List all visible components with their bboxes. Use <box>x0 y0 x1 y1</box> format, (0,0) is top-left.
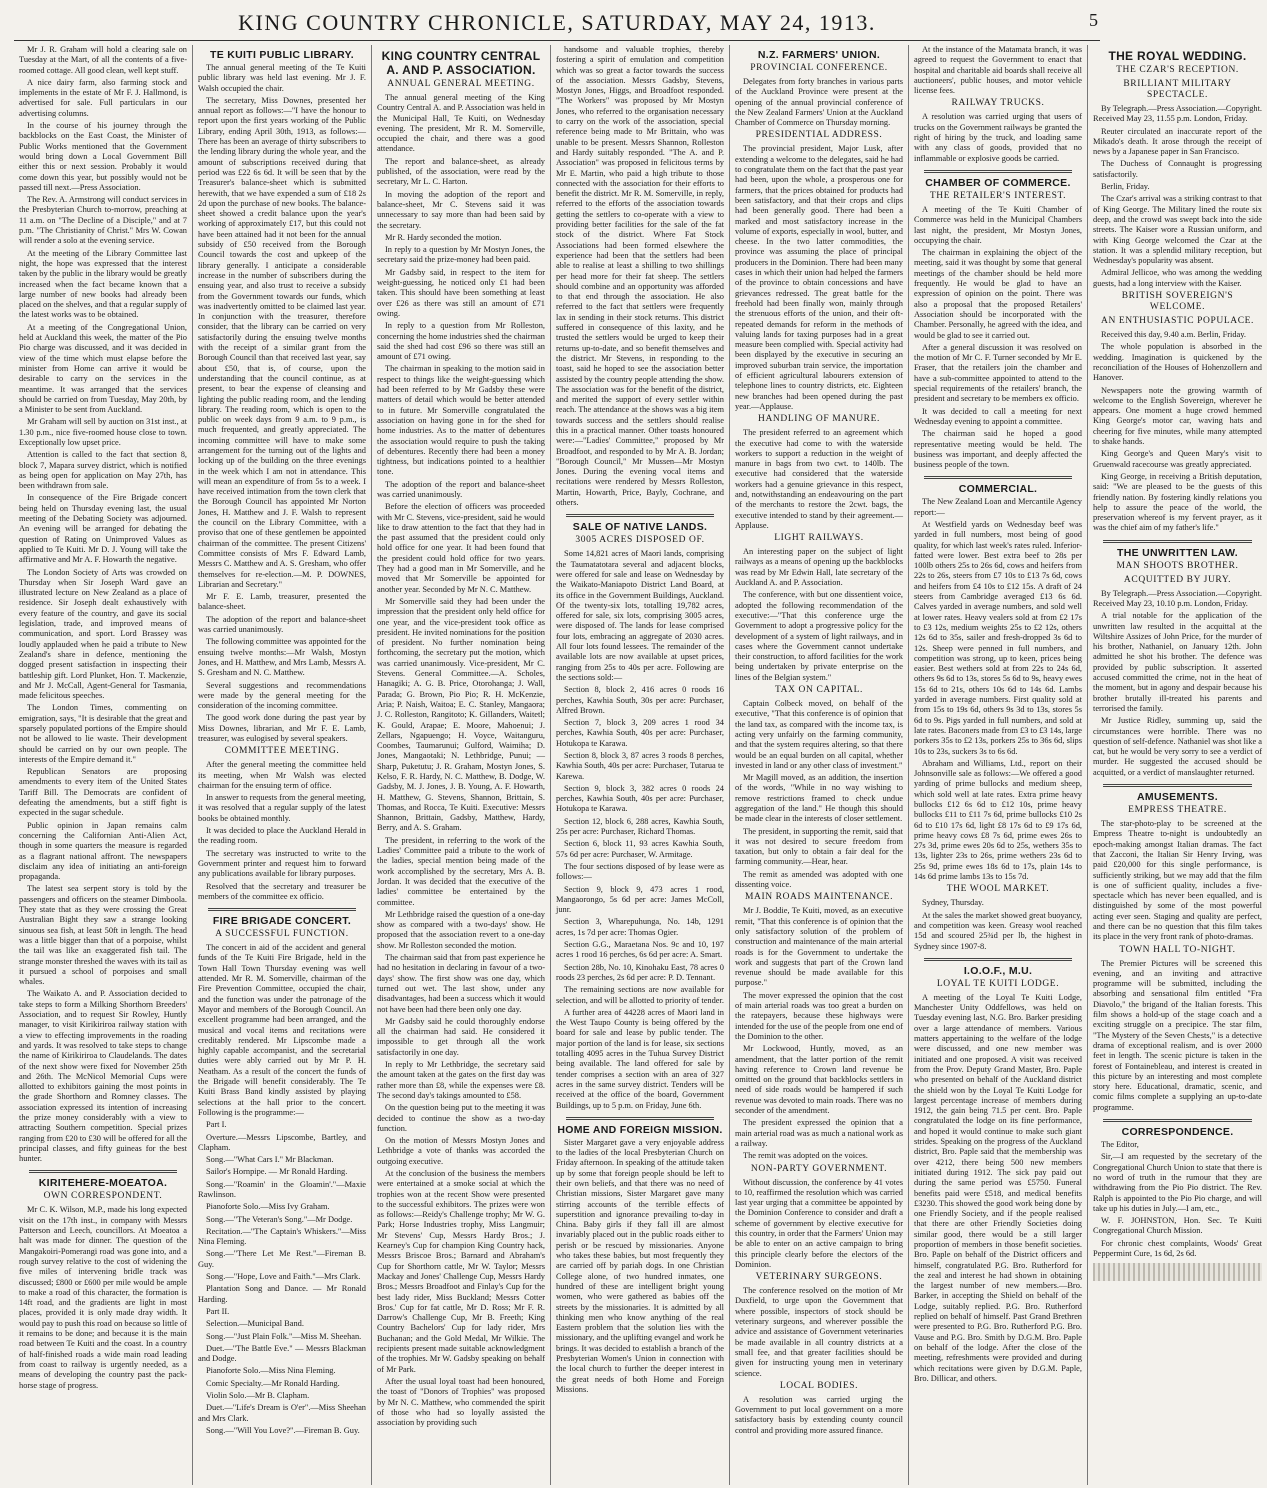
paragraph: Section G.G., Maraetana Nos. 9c and 10, 197 acres 1 rood 16 perches, 6s 6d per acre: A. Smart. <box>556 940 724 960</box>
paragraph: The Duchess of Connaught is progressing satisfactorily. <box>1093 159 1262 179</box>
matamata-paras <box>914 45 1082 96</box>
paragraph: King George, in receiving a British deputation, said: "We are pleased to be the guests of this friendly nation. By fostering kindly relations you help to assure the peace of the world, the preservation whereof is my fervent prayer, as it was the chief aim of my father's life." <box>1093 471 1262 533</box>
paragraph: In reply to a question by Mr Mostyn Jones, the secretary said the prize-money had been paid. <box>377 245 545 265</box>
divider <box>566 1117 714 1120</box>
paragraph: Section 7, block 3, 209 acres 1 rood 34 perches, Kawhia South, 40s per acre: Purchaser, Hotukopa te Karawa. <box>556 718 724 748</box>
paragraph: At the sales the market showed great buoyancy, and competition was keen. Greasy wool reached 15d and scoured 25¾d per lb, the highest in Sydney since 1907-8. <box>914 910 1082 951</box>
paragraph: Song.—"Roamin' in the Gloamin'."—Maxie Rawlinson. <box>198 1179 366 1199</box>
non-party-paras <box>735 1178 903 1271</box>
paragraph: The secretary, Miss Downes, presented her annual report as follows:—"I have the honour to report upon the first years working of the Public Library, ending April 30th, 1913, as follows:—There has been an average of thirty subscribers to the lending library during the whole year, and the amount of subscriptions received during that period was £22 6s 6d. It will be seen that by the Treasurer's balance-sheet which is submitted herewith, that we have expended a sum of £18 2s 2d upon the purchase of new books. The balance-sheet showed a credit balance upon the year's working of approximately £17, but this could not have been attained had it not been for the annual subsidy of £50 received from the Borough Council towards the cost and upkeep of the library generally. I anticipate a considerable increase in the number of subscribers during the ensuing year, and also trust to receive a subsidy from the Government towards our funds, which was inadvertently omitted to be claimed last year. In conjunction with the treasurer, therefore consider, that the library can be carried on very satisfactorily during the ensuing twelve months with the receipt of a similar grant from the Borough Council than that received last year, say about £50, that is, of course, upon the understanding that the council continue, as at present, to bear the expense of cleansing and lighting the public reading room, and the lending library. The reading room, which is open to the public on week days from 9 a.m. to 9 p.m., is much frequented, and greatly appreciated. The incoming committee will have to make some arrangement for the turning out of the lights and locking up of the building on the three evenings in the week which I am not in attendance. This will mean an expenditure of from 5s to a week. I have received intimation from the town clerk that the Borough Council has appointed Mr Norton Jones, H. Matthew and J. F. Walsh to represent the council on the Library Committee, with a proviso that one of these gentlemen be appointed chairman of the committee. The present Citizens' Committee consists of Mrs F. Edward Lamb, Messrs C. Matthew and A. S. Gresham, who offer themselves for re-election.—M. P. DOWNES, Librarian and Secretary." <box>198 95 366 589</box>
paragraph: The adoption of the report and balance-sheet was carried unanimously. <box>377 479 545 499</box>
paragraph: Violin Solo.—Mr B. Clapham. <box>206 1391 310 1401</box>
farmers-union-headline: N.Z. FARMERS' UNION. <box>757 49 881 61</box>
association-paras <box>377 93 545 1428</box>
divider <box>1103 1119 1252 1122</box>
paragraph: The provincial president, Major Lusk, after extending a welcome to the delegates, said he had to congratulate them on the fact that the past year had been, upon the whole, a prosperous one for farmers, that the prices obtained for products had been satisfactory, and that their crops and clips had been generally good. There had been a marked and most satisfactory increase in the volume of exports, especially in wool, butter, and cheese. In the two latter commodities, the province was assuming the place of principal producers in the Dominion. There had been many cases in which their union had helped the farmers of the province to obtain concessions and have grievances redressed. The great battle for the freehold had been finally won, mainly through the strenuous efforts of the union, and their oft-repeated demands for reform in the methods of valuing lands for taxing purposes had in a great measure been complied with. Special activity had been displayed by the executive in securing an improved suburban train service, the importation of efficient agricultural labourers extension of telephone lines to country districts, etc. Eighteen new branches had been opened during the past year.—Applause. <box>735 144 903 411</box>
paragraph: Mr Magill moved, as an addition, the insertion of the words, "While in no way wishing to remove restrictions framed to check undue aggregation of the land." He though this should be made clear in the interests of closer settlement. <box>735 773 903 824</box>
paragraph: A meeting of the Loyal Te Kuiti Lodge, Manchester Unity Oddfellows, was held on Tuesday evening last, N.G. Bro. Barker presiding over a large attendance of members. Various matters appertaining to the welfare of the lodge were discussed, and one new member was initiated and one proposed. A visit was received from the Prov. Deputy Grand Master, Bro. Paple who presented on behalf of the Auckland district the shield won by the Loyal Te Kuiti Lodge for largest percentage increase of members during 1912, the gain being 71.5 per cent. Bro. Paple congratulated the lodge on its fine performance, and hoped it would continue to make such giant strides. Speaking on the progress of the Auckland district, Bro. Paple said that the membership was over 4212, there being 500 new members initiated during 1912. The sick pay paid out during the same period was £5750. Funeral benefits paid were £518, and medical benefits £3230. This showed the good work being done by one Friendly Society, and if the people realised that there are other Friendly Societies doing similar good, there would be a still larger proportion of members in those benefit societies. Bro. Paple on behalf of the District officers and himself, congratulated P.G. Bro. Rutherford for the zeal and interest he had shown in obtaining the largest number of new members.—Bro. Barker, in accepting the Shield on behalf of the Lodge, suitably replied. P.G. Bro. Rutherford replied on behalf of himself. Past Grand Brethren were presented to P.G. Bro. Rutherford P.G. Bro. Vause and P.G. Bro. Smith by D.G.M. Bro. Paple on behalf of the lodge. After the close of the meeting, refreshments were provided and during which recitations were given by D.G.M. Paple, Bro. Dillicar, and others. <box>914 992 1082 1383</box>
paragraph: Part I. <box>206 1120 227 1130</box>
native-lands-subheading: 3005 ACRES DISPOSED OF. <box>575 535 705 546</box>
veterinary-paras <box>735 1286 903 1379</box>
paragraph: On the question being put to the meeting it was decided to continue the show as a two-day function. <box>377 1103 545 1133</box>
sovereign-subheading: BRITISH SOVEREIGN'S WELCOME. <box>1121 291 1234 313</box>
paragraph: By Telegraph.—Press Association.—Copyright. Received May 23, 11.55 p.m. London, Friday. <box>1093 104 1262 124</box>
unwritten-law-paras <box>1093 589 1262 778</box>
paragraph: Mr Gadsby said he could thoroughly endorse all the chairman had said. He considered it impossible to get through all the work satisfactorily in one day. <box>377 1016 545 1057</box>
masthead <box>14 6 1100 41</box>
paragraph: Delegates from forty branches in various parts of the Auckland Province were present at the opening of the annual provincial conference of the New Zealand Farmers' Union at the Auckland Chamber of Commerce on Thursday morning. <box>735 77 903 128</box>
native-lands-headline: SALE OF NATIVE LANDS. <box>572 521 708 534</box>
paragraph: Mr J. R. Graham will hold a clearing sale on Tuesday at the Mart, of all the contents of a five-roomed cottage. All good clean, well kept stuff. <box>19 45 187 75</box>
fire-brigade-headline: FIRE BRIGADE CONCERT. <box>212 915 352 928</box>
paragraph: After a general discussion it was resolved on the motion of Mr C. F. Turner seconded by Mr E. Fraser, that the retailers join the chamber and have a sub-committee appointed to attend to the special requirements of the retailers' branch, the president and secretary to be members ex officio. <box>914 342 1082 404</box>
column-4 <box>551 45 730 1485</box>
paragraph: A nice dairy farm, also farming stock and implements in the estate of Mr F. J. Hallmond, is advertised for sale. Full particulars in our advertising columns. <box>19 77 187 118</box>
correspondence-headline: CORRESPONDENCE. <box>1121 1126 1234 1139</box>
local-bodies-paras <box>735 1395 903 1436</box>
royal-wedding-paras <box>1093 104 1262 289</box>
paragraph: In reply to Mr Lethbridge, the secretary said the amount taken at the gates on the first day was rather more than £8, while the expenses were £8. The second day's takings amounted to £58. <box>377 1060 545 1100</box>
trucks-subheading: RAILWAY TRUCKS. <box>951 98 1045 109</box>
paragraph: The mover expressed the opinion that the cost of main arterial roads was too great a burden on the ratepayers, because these highways were intended for the use of the people from one end of the Dominion to the other. <box>735 990 903 1041</box>
paragraph: In moving the adoption of the report and balance-sheet, Mr C. Stevens said it was unnecessary to say more than had been said by the secretary. <box>377 189 545 230</box>
paragraph: Section 9, block 9, 473 acres 1 rood, Mangaorongo, 5s 6d per acre: James McColl, junr. <box>556 884 724 915</box>
paragraph: Section 12, block 6, 288 acres, Kawhia South, 25s per acre: Purchaser, Richard Thomas. <box>556 816 724 837</box>
paragraph: Attention is called to the fact that section 8, block 7, Mapara survey district, which is notified as being open for application on May 27th, has been withdrawn from sale. <box>19 450 187 491</box>
fire-brigade-subheading: A SUCCESSFUL FUNCTION. <box>215 929 349 940</box>
paragraph: The president, in supporting the remit, said that it was not desired to secure freedom from taxation, but only to obtain a fair deal for the farming community.—Hear, hear. <box>735 826 903 867</box>
empress-paras <box>1093 819 1262 943</box>
paragraph: Sailor's Hornpipe. — Mr Ronald Harding. <box>206 1167 348 1177</box>
paragraph: Several suggestions and recommendations were made by the general meeting for the consideration of the incoming committee. <box>198 680 366 711</box>
divider <box>924 958 1072 961</box>
non-party-subheading: NON-PARTY GOVERNMENT. <box>750 1163 888 1174</box>
tax-subheading: TAX ON CAPITAL. <box>775 685 863 696</box>
paragraph: By Telegraph.—Press Association.—Copyright. Received May 23, 10.10 p.m. London, Friday. <box>1093 588 1262 608</box>
paragraph: The good work done during the past year by Miss Downes, librarian, and Mr F. E. Lamb, treasurer, was eulogised by several speakers. <box>198 713 366 743</box>
paragraph: The London Society of Arts was crowded on Thursday when Sir Joseph Ward gave an illustrated lecture on New Zealand as a place of residence. Sir Joseph dealt exhaustively with every feature of the country, and gave its social legislation, trade, and improved means of communication, and sport. Lord Brassey was loudly applauded when he paid a tribute to New Zealand's share in defence, mentioning the dogged present satisfaction in inspecting their battleship gift. Lord Plunket, Hon. T. Mackenzie, and Mr J. McCall, Agent-General for Tasmania, made felicitous speeches. <box>19 567 187 701</box>
divider <box>924 170 1072 173</box>
sovereign-paras <box>1093 330 1262 534</box>
paragraph: Some 14,821 acres of Maori lands, comprising the Taumatatotara several and adjacent blocks, were offered for sale and lease on Wednesday by the Waikato-Maniapoto District Land Board, at its office in the Government Buildings, Auckland. Of the twenty-six lots, totalling 19,782 acres, offered for sale, six lots, comprising 3005 acres, were disposed of. The lands for lease comprised four lots, embracing an aggregate of 2030 acres. All four lots found lessees. The remainder of the available lots are now available at upset prices, ranging from 25s to 40s per acre. Following are the sections sold:— <box>556 549 724 682</box>
paragraph: Without discussion, the conference by 41 votes to 10, reaffirmed the resolution which was carried last year urging that a committee be appointed by the Dominion Conference to consider and draft a scheme of government by elective executive for this country, in order that the Farmers' Union may be able to enter on an active campaign to bring this principle clearly before the electors of the Dominion. <box>735 1177 903 1269</box>
print-damage-strip <box>1093 1263 1262 1281</box>
paragraph: Pianoforte Solo.—Miss Ivy Graham. <box>206 1202 330 1212</box>
paragraph: An interesting paper on the subject of light railways as a means of opening up the backblocks was read by Mr Edwin Hall, late secretary of the Auckland A. and P. Association. <box>735 547 903 588</box>
column-2 <box>193 45 372 1485</box>
paragraph: At the instance of the Matamata branch, it was agreed to request the Government to enact that hospital and charitable aid boards shall receive all auctioneers', public houses, and motor vehicle license fees. <box>914 45 1082 96</box>
paragraph: Section 9, block 3, 382 acres 0 roods 24 perches, Kawhia South, 40s per acre: Purchaser, Hotukopa te Karawa. <box>556 783 724 814</box>
paragraph: The secretary was instructed to write to the Government printer and request him to forward any publications available for library purposes. <box>198 848 366 879</box>
paragraph: Mr Somerville said they had been under the impression that the president only held office for one year, and the vice-president took office as president. He invited nominations for the position of president. No further nomination being forthcoming, the secretary put the motion, which was carried unanimously. Vice-president, Mr C. Stevens. General Committee.—A. Scholes, Hanagiki; A. G. B. Price, Otorohanga; J. Wall, Parada; G. Brown, Pio Pio; R. H. McKenzie, Aria; P. Naish, Waitoa; E. C. Stanley, Mangaora; J. C. Rolleston, Rangitoto; K. Gillanders, Waitetl; K. Gould, Arapae; E. Moore, Mahoenui; J. Zellars, Ngapuengo; H. Voyce, Waitanguru, Coombes, Taumarunui; Gulford, Waimiha; D. Jones, Mangaotaki; N. Lethbridge, Punui; — Sharp, Puketutu; J. R. Graham, Mostyn Jones, S. Kelso, F. R. Hardy, N. C. Matthew, B. Dodge, W. Gadsby, M. J. Jones, J. B. Young, A. F. Howarth, H. Matthew, G. Stevens, Shannon, Brittain, S. Thomas, and Rocca, Te Kuiti. Executive: Messrs Shannon, Brittain, Gadsby, Matthew, Hardy, Berry, and A. S. Graham. <box>377 596 545 833</box>
paragraph: Public opinion in Japan remains calm concerning the Californian Anti-Alien Act, though in some quarters the measure is regarded as a flagrant national affront. The newspapers disclaim any idea of initiating an anti-foreign propaganda. <box>19 820 187 882</box>
czar-subheading: THE CZAR'S RECEPTION. <box>1116 65 1239 75</box>
paragraph: The president expressed the opinion that a main arterial road was as much a national work as a railway. <box>735 1118 903 1148</box>
divider <box>29 1170 177 1173</box>
paragraph: Song.—"Just Plain Folk."—Miss M. Sheehan. <box>206 1331 362 1341</box>
paragraph: A trial notable for the application of the unwritten law resulted in the acquittal at the Wiltshire Assizes of John Price, for the murder of his brother, Nathaniel, on January 12th. John admitted he shot his brother. The defence was provided by public subscription. It asserted accused committed the crime, not in the heat of the moment, but in agony and despair because his brother brutally ill-treated his parents and terrorised the family. <box>1093 611 1262 713</box>
paragraph: The remaining sections are now available for selection, and will be allotted to priority of tender. <box>556 985 724 1005</box>
paragraph: The chairman said that from past experience he had no hesitation in declaring in favour of a two-days' show. The first show was one day, which turned out wet. The last show, under any disadvantages, had been a success which it would not have been had there been only one day. <box>377 953 545 1014</box>
fire-brigade-paras <box>198 943 366 1436</box>
town-hall-subheading: TOWN HALL TO-NIGHT. <box>1119 944 1236 955</box>
paragraph: Mr C. K. Wilson, M.P., made his long expected visit on the 17th inst., in company with Messrs Patterson and Leech, councillors. At Moeatoa a halt was made for dinner. The question of the Mangakoiri-Pomerangi road was gone into, and a rough survey relative to the cost of widening the five miles of intervening bridle track was discussed; £800 or £600 per mile would be ample to make a road of this character, the formation is 14ft road, and the gradients are light in most places, provided it is only made dray width. It would pay to push this road on because so little of it remains to be done; and because it is the main road between Te Kuiti and the coast. In a country of half-finished roads a wide main road leading from coast to railway is urgently needed, as a means of developing the country past the pack-horse stage of progress. <box>19 1205 187 1390</box>
farmers-union-subheading: PROVINCIAL CONFERENCE. <box>750 63 888 73</box>
commercial-paras <box>914 497 1082 882</box>
commercial-headline: COMMERCIAL. <box>958 483 1038 496</box>
local-bodies-subheading: LOCAL BODIES. <box>779 1380 859 1391</box>
paragraph: At the meeting of the Library Committee last night, the hope was expressed that the interest taken by the public in the library would be greatly increased when the fact became known that a large number of new books had already been placed on the shelves, and that a regular supply of the latest works was to be obtained. <box>19 248 187 320</box>
column-1 <box>14 45 193 1485</box>
paragraph: The Editor, <box>1101 1140 1139 1150</box>
local-news-paras <box>19 45 187 1164</box>
paragraph: It was decided to place the Auckland Herald in the reading room. <box>198 826 366 846</box>
paragraph: Mr Lockwood, Huntly, moved, as an amendment, that the latter portion of the remit having reference to Crown land revenue be omitted on the ground that backblocks settlers in need of side roads would be hampered if such revenue was devoted to main roads. There was no seconder of the amendment. <box>735 1044 903 1116</box>
paragraph: Sister Margaret gave a very enjoyable address to the ladies of the local Presbyterian Church on Friday afternoon. In speaking of the attitude taken up by some that foreign people should be left to their own beliefs, and that there was no need of Christian missions, Sister Margaret gave many stirring accounts of the terrible effects of superstition and ignorance prevailing to-day in China. Baby girls if they fall ill are almost invariably placed out in the public roads either to perish or be rescued by missionaries. Anyone who takes these babies, but most frequently they are carried off by pariah dogs. In one Christian College alone, of two hundred inmates, one hundred of these are intelligent bright young women, who were gathered as babies off the streets by the missionaries. It is admitted by all thinking men who know anything of the real Eastern problem that the solution lies with the missionary, and the uplifting evangel and work he brings. It was decided to establish a branch of the Presbyterian Women's Union in connection with the local church to further the deeper interest in the great needs of both Home and Foreign Missions. <box>556 1137 724 1394</box>
paragraph: A resolution was carried urging that users of trucks on the Government railways be granted the right of hiring by the truck, and loading same with any class of goods, provided that no inflammable or explosive goods be carried. <box>914 112 1082 163</box>
paragraph: Received this day, 9.40 a.m. Berlin, Friday. <box>1101 330 1246 340</box>
paragraph: The star-photo-play to be screened at the Empress Theatre to-night is undoubtedly an epoch-making amongst Italian dramas. The fact that Zacconi, the Italian Sir Henry Irving, was paid £20,000 for this single performance, is sufficiently striking, but we may add that the film is one of sufficient quality, includes a five-spectacle which has never been equalled, and is distinguished by some of the most powerful acting ever seen. Staging and quality are perfect, and there can be no question that this film takes its place in the very front rank of photo-dramas. <box>1093 819 1262 942</box>
roads-subheading: MAIN ROADS MAINTENANCE. <box>744 892 894 903</box>
column-5 <box>730 45 909 1485</box>
empress-subheading: EMPRESS THEATRE. <box>1128 805 1227 816</box>
paragraph: After the usual loyal toast had been honoured, the toast of "Donors of Trophies" was proposed by Mr N. C. Matthew, who commended the spirit of those who had so loyally assisted the association by providing such <box>377 1376 545 1428</box>
paragraph: Song.—"Will You Love?".—Fireman B. Guy. <box>206 1425 360 1435</box>
chamber-headline: CHAMBER OF COMMERCE. <box>925 176 1071 189</box>
paragraph: A meeting of the Te Kuiti Chamber of Commerce was held in the Municipal Chambers last night, the president, Mr Mostyn Jones, occupying the chair. <box>914 204 1082 245</box>
oddfellows-headline: I.O.O.F., M.U. <box>963 964 1033 977</box>
paragraph: Duet.—"The Battle Eve." — Messrs Blackman and Dodge. <box>198 1343 366 1364</box>
chamber-paras <box>914 205 1082 470</box>
paragraph: The following committee was appointed for the ensuing twelve months:—Mr Walsh, Mostyn Jones, and H. Matthew, and Mrs Lamb, Messrs A. S. Gresham and N. C. Matthew. <box>198 637 366 678</box>
correspondence-paras <box>1093 1140 1262 1259</box>
paragraph: The annual general meeting of the Te Kuiti public library was held last evening. Mr J. F. Walsh occupied the chair. <box>198 63 366 93</box>
paragraph: The conference, with but one dissentient voice, adopted the following recommendation of the executive:—"That this conference urge the Government to adopt a progressive policy for the development of a system of light railways, and in cases where the Government cannot undertake their construction, to afford facilities for the work being undertaken by private enterprise on the lines of the Belgian system." <box>735 590 903 682</box>
paragraph: On the motion of Messrs Mostyn Jones and Lethbridge a vote of thanks was accorded the outgoing executive. <box>377 1136 545 1166</box>
chamber-subheading: THE RETAILER'S INTEREST. <box>929 190 1067 201</box>
paragraph: Newspapers note the growing warmth of welcome to the English Sovereign, wherever he appears. One moment a huge crowd hemmed King George's motor car, waving hats and cheering for five minutes, while many attempted to shake hands. <box>1093 385 1262 447</box>
paragraph: The conference resolved on the motion of Mr Duxfield, to urge upon the Government that where possible, inspectors of stock should be veterinary surgeons, and wherever possible the advice and assistance of Government veterinaries be made available in all country districts at a small fee, and that greater facilities should be given for instructing young men in veterinary science. <box>735 1286 903 1378</box>
paragraph: The president, in referring to the work of the Ladies' Committee paid a tribute to the work of the ladies, special mention being made of the work accomplished by the secretary, Mrs A. B. Jordan. It was decided that the executive of the ladies' committee be entertained by the committee. <box>377 835 545 907</box>
paragraph: Song.—"What Cars I." Mr Blackman. <box>206 1155 334 1165</box>
paragraph: Before the election of officers was proceeded with Mr C. Stevens, vice-president, said he would like to draw attention to the fact that they had in the past assumed that the president could only hold office for one year. It had been found that the president could hold office for two years. They had a good man in Mr Somerville, and he moved that Mr Somerville be appointed for another year. Seconded by Mr N. C. Matthew. <box>377 502 545 594</box>
paragraph: Section 3, Wharepuhunga, No. 14b, 1291 acres, 1s 7d per acre: Thomas Ogier. <box>556 917 724 937</box>
paragraph: The Czar's arrival was a striking contrast to that of King George. The Military lined the route six deep, and the crowd was swept back into the side streets. The Kaiser wore a Russian uniform, and with King George welcomed the Czar at the station. It was a splendid military reception, but Wednesday's popularity was absent. <box>1093 194 1262 266</box>
paragraph: Admiral Jellicoe, who was among the wedding guests, had a long interview with the Kaiser. <box>1093 268 1262 288</box>
unwritten-law-headline: THE UNWRITTEN LAW. <box>1117 546 1238 559</box>
masthead-title: KING COUNTRY CHRONICLE, SATURDAY, MAY 24, 1913. <box>238 10 876 35</box>
presidential-subheading: PRESIDENTIAL ADDRESS. <box>755 130 883 141</box>
paragraph: handsome and valuable trophies, thereby fostering a spirit of emulation and competition which was so great a factor towards the success of the association. Messrs Gadsby, Stevens, Mostyn Jones, Higgs, and Broadfoot responded. "The Workers" was proposed by Mr Mostyn Jones, who referred to the organisation necessary to carry on the work of the association, special reference being made to Mr Brittain, who was unable to be present. Messrs Shannon, Rolleston and Hardy suitably responded. "The A. and P. Association" was proposed in felicitous terms by Mr E. Martin, who paid a high tribute to those connected with the association for their efforts to benefit the district. Mr R. M. Somerville, in reply, referred to the efforts of the association towards getting the settlers to co-operate with a view to providing better facilities for the sale of the fat stock of the district. Where Fat Stock Associations had been formed elsewhere the experience had been that the settlers had been able to realise at least a shilling to two shillings per head more for their fat sheep. The settlers should combine and an opportunity was afforded to that end through the association. He also referred to the fact that settlers were frequently lax in sending in their stock returns. This district suffered in consequence of this laxity, and he trusted the settlers would be urged to keep their returns up-to-date, and so benefit themselves and the district. Mr Stevens, in responding to the toast, said he hoped to see the association better assisted by the country people attending the show. The association was for the benefit of the district, and merited the support of every settler within reach. The attendance at the shows was a big item towards success and the settlers should realise this in a practical manner. Other toasts honoured were:—"Ladies' Committee," proposed by Mr Broadfoot, and responded to by Mr A. B. Jordan; "Borough Council," Mr Mussen—Mr Mostyn Jones. During the evening vocal items and recitations were rendered by Messrs Rolleston, Martin, Howarth, Price, Bayly, Cochrane, and others. <box>556 45 724 508</box>
paragraph: The chairman in speaking to the motion said in respect to things like the weight-guessing which had been referred to by Mr Gadsby these were matters of detail which would be better attended to in future. Mr Somerville congratulated the association on having gone in for the shed for home industries. As to the matter of debentures the association would require to push the taking of debentures. Recently there had been a money tightness, but indications pointed to a healthier tone. <box>377 364 545 477</box>
lodge-paras <box>914 993 1082 1384</box>
paragraph: Republican Senators are proposing amendments to every item of the United States Tariff Bill. The Democrats are confident of defeating the amendments, but a stiff fight is expected in the sugar schedule. <box>19 767 187 818</box>
paragraph: The Premier Pictures will be screened this evening, and an inviting and attractive programme will be submitted, including the absorbing and sensational film entitled "Fra Diavolo," the brigand of the Italian forests. This film shows a hold-up of the stage coach and a exciting struggle on a precipice. The star film, "The Mystery of the Seven Chests," is a detective drama of exceptional realism, and is over 2000 feet in length. The scenic picture is taken in the forest of Fontainebleau, and interest is created in this picture by an interesting and most complete story here. Educational, dramatic, scenic, and comic films complete a supplying an up-to-date programme. <box>1093 958 1262 1112</box>
tax-paras <box>735 699 903 890</box>
paragraph: Section 8, block 3, 87 acres 3 roods 8 perches, Kawhia South, 40s per acre: Purchaser, Tutarua te Karewa. <box>556 751 724 781</box>
paragraph: Reuter circulated an inaccurate report of the Mikado's death. It arose through the receipt of news by a Japanese paper in San Francisco. <box>1093 126 1262 157</box>
paragraph: The report and balance-sheet, as already published, of the association, were read by the secretary, Mr L. C. Harton. <box>377 156 545 187</box>
committee-paras <box>198 760 366 902</box>
paragraph: King George's and Queen Mary's visit to Gruenwald racecourse was greatly appreciated. <box>1093 449 1262 469</box>
committee-subheading: COMMITTEE MEETING. <box>224 746 340 757</box>
paragraph: Section 6, block 11, 93 acres Kawhia South, 57s 6d per acre: Purchaser, W. Armitage. <box>556 839 724 859</box>
paragraph: A resolution was carried urging the Government to put local government on a more satisfactory basis by extending county council control and providing more assured finance. <box>735 1394 903 1435</box>
paragraph: In answer to requests from the general meeting, it was resolved that a regular supply of the latest books be obtained monthly. <box>198 793 366 823</box>
column-7 <box>1088 45 1267 1485</box>
paragraph: Plantation Song and Dance. — Mr Ronald Harding. <box>198 1284 366 1304</box>
paragraph: It was decided to call a meeting for next Wednesday evening to appoint a committee. <box>914 406 1082 426</box>
paragraph: The latest sea serpent story is told by the passengers and officers on the steamer Dimboola. They state that as they were crossing the Great Australian Bight they saw a strange looking sinuous sea fish, at least 50ft in length. The head was a little bigger than that of a porpoise, whilst the tail was like an exaggerated fish tail. The strange monster threshed the waves with its tail as it pursued a school of porpoises and small whales. <box>19 884 187 987</box>
divider <box>1103 784 1252 787</box>
column-6 <box>909 45 1088 1485</box>
paragraph: At the conclusion of the business the members were entertained at a smoke social at which the trophies won at the recent Show were presented to the successful exhibitors. The prizes were won as follows:—Reidy's Challenge trophy; Mr W. G. Park; Horse Industries trophy, Miss Langmuir; Mr Stevens' Cup, Messrs Hardy Bros.; J. Kearney's Cup for champion King Country hack, Messrs Briscoe Bros.; Barnard and Abraham's Cup for Shorthorn cattle, Mr W. Taylor; Messrs Mackay and Jones' Challenge Cup, Messrs Hardy Bros.; Messrs Broadfoot and Finlay's Cup for the best lady rider, Miss Buckland; Messrs Cotter Bros.' Cup for fat cattle, Mr D. Ross; Mr F. R. Darrow's Challenge Cup, Mr B. Freeth; King Country Bachelors' Cup for lady rider, Mrs Buchanan; and the Gold Medal, Mr Wilkie. The recipients present made suitable acknowledgment of the trophies. Mr W. Gadsby speaking on behalf of Mr Park. <box>377 1168 545 1374</box>
paragraph: The whole population is absorbed in the wedding. Imagination is quickened by the reconciliation of the Houses of Hohenzollern and Hanover. <box>1093 342 1262 383</box>
paragraph: For chronic chest complaints, Woods' Great Peppermint Cure, 1s 6d, 2s 6d. <box>1093 1238 1262 1259</box>
divider <box>566 514 714 517</box>
paragraph: W. F. JOHNSTON, Hon. Sec. Te Kuiti Congregational Church Mission. <box>1093 1216 1262 1236</box>
divider <box>208 908 356 911</box>
shoots-subheading: MAN SHOOTS BROTHER. <box>1116 560 1239 571</box>
paragraph: Recitation.—"The Captain's Whiskers."—Miss Nina Fleming. <box>198 1226 366 1247</box>
divider <box>924 476 1072 479</box>
paragraph: Part II. <box>206 1306 230 1316</box>
paragraph: Overture.—Messrs Lipscombe, Bartley, and Clapham. <box>198 1132 366 1152</box>
paragraph: The chairman in explaining the object of the meeting, said it was thought by some that general meetings of the chamber should be held more frequently. He would be glad to have an expression of opinion on the point. There was also a proposal that the proposed Retailers' Association should be incorporated with the Chamber. Personally, he agreed with the idea, and would be glad to see it carried out. <box>914 248 1082 340</box>
paragraph: The adoption of the report and balance-sheet was carried unanimously. <box>198 614 366 635</box>
association-subheading: ANNUAL GENERAL MEETING. <box>387 79 535 89</box>
column-3 <box>372 45 551 1485</box>
paragraph: The London Times, commenting on emigration, says, "It is desirable that the great and sparsely populated portions of the Empire should not be allowed to lie waste. Their development should be carried on by our own people. The interests of the Empire demand it." <box>19 703 187 764</box>
paragraph: In consequence of the Fire Brigade concert being held on Thursday evening last, the usual meeting of the Debating Society was adjourned. An evening will be arranged for debating the question of Rating on Unimproved Values as applied to Te Kuiti. Mr D. J. Young will take the affirmative and Mr A. F. Howarth the negative. <box>19 493 187 565</box>
paragraph: Sir,—I am requested by the secretary of the Congregational Church Union to state that there is no word of truth in the rumour that they are withdrawing from the Pio Pio district. The Rev. Ralph is appointed to the Pio Pio charge, and will take up his duties in July.—I am, etc., <box>1093 1152 1262 1213</box>
paragraph: Song.—"The Veteran's Song."—Mr Dodge. <box>206 1214 353 1224</box>
paragraph: The president referred to an agreement which the executive had come to with the waterside workers to support a reduction in the weight of manure in bags from two cwt. to 140lb. The executive had considered that the waterside workers had a genuine grievance in this respect, and, notwithstanding an endeavouring on the part of the merchants to restore the 2cwt. bags, the executive intended to stand by their agreement.—Applause. <box>735 428 903 530</box>
paragraph: The remit was adopted on the voices. <box>743 1151 868 1161</box>
kiritehere-paras <box>19 1205 187 1390</box>
spectacle-subheading: BRILLIANT MILITARY SPECTACLE. <box>1123 79 1232 100</box>
wool-subheading: THE WOOL MARKET. <box>946 884 1050 895</box>
mission-paras <box>556 1138 724 1395</box>
paragraph: Abraham and Williams, Ltd., report on their Johnsonville sale as follows:—We offered a good yarding of prime bullocks and medium sheep, which sold well at late rates. Extra prime heavy bullocks £12 6s 6d to £12 10s, prime heavy bullocks £11 to £11 7s 6d, prime bullocks £10 2s 6d to £10 17s 6d, light £8 17s 6d to £9 17s 6d, prime heavy cows £8 7s 6d, prime ewes 26s to 27s 3d, prime ewes 20s 6d to 25s, wethers 35s to 13s, lighter 23s to 26s, prime wethers 23s 6d to 25s 9d, prime ewes 18s 6d to 17s, plain 14s to 14s 6d prime lambs 13s to 15s 7d. <box>914 758 1082 882</box>
paragraph: The New Zealand Loan and Mercantile Agency report:— <box>914 497 1082 517</box>
trucks-paras <box>914 112 1082 163</box>
correspondent-note: OWN CORRESPONDENT. <box>43 1191 163 1202</box>
library-paras <box>198 63 366 744</box>
paragraph: Song.—"Hope, Love and Faith."—Mrs Clark. <box>206 1272 361 1282</box>
columns <box>14 45 1262 1485</box>
town-hall-paras <box>1093 959 1262 1113</box>
paragraph: Section 28b, No. 10, Kinohaku East, 78 acres 0 roods 23 perches, 2s 6d per acre: P. D. Tennant. <box>556 962 724 982</box>
paragraph: Mr R. Hardy seconded the motion. <box>385 232 502 242</box>
paragraph: Sydney, Thursday. <box>922 898 984 908</box>
paragraph: The Waikato A. and P. Association decided to take steps to form a Milking Shorthorn Breeders' Association, and to request Sir Rowley, Huntly manager, to visit Kirikiriroa railway station with a view to effecting improvements in the roading and yards. It was resolved to take steps to change the name of Kirikiriroa to Claudelands. The dates of the next show were fixed for November 25th and 26th. The McNicol Memorial Cups were allotted to exhibitors gaining the most points in the grade Shorthorn and Romney classes. The association expressed its intention of increasing the prize money considerably with a view to attracting Southern competition. Special prizes ranging from £20 to £30 will be offered for all the principal classes, and fifty guineas for the best hunter. <box>19 989 187 1164</box>
paragraph: A further area of 44228 acres of Maori land in the West Taupo County is being offered by the board for sale and lease by public tender. The major portion of the land is for lease, six sections totalling 4095 acres in the Tuhua Survey District being available. The land offered for sale by tender comprises a section with an area of 327 acres in the same survey district. Tenders will be received at the office of the board, Government Buildings, up to 5 p.m. on Friday, June 6th. <box>556 1007 724 1110</box>
paragraph: At a meeting of the Congregational Union, held at Auckland this week, the matter of the Pio Pio charge was discussed, and it was decided in view of the time which must elapse before the minister from Home can arrive it would be desirable to carry on the services in the meantime. It was arranged that the services should be carried on from Tuesday, May 20th, by a Minister to be sent from Auckland. <box>19 322 187 415</box>
railways-paras <box>735 547 903 683</box>
association-headline: KING COUNTRY CENTRAL A. AND P. ASSOCIATION. <box>381 49 541 77</box>
native-lands-paras <box>556 549 724 1110</box>
paragraph: In reply to a question from Mr Rolleston, concerning the home industries shed the chairman said the shed had cost £96 so there was still an amount of £71 owing. <box>377 321 545 362</box>
veterinary-subheading: VETERINARY SURGEONS. <box>755 1272 883 1283</box>
paragraph: Selection.—Municipal Band. <box>206 1319 304 1329</box>
page-number: 5 <box>1089 10 1098 30</box>
presidential-paras <box>735 144 903 412</box>
paragraph: The annual general meeting of the King Country Central A. and P. Association was held in the Municipal Hall, Te Kuiti, on Wednesday evening. The president, Mr R. M. Somerville, occupied the chair, and there was a good attendance. <box>377 93 545 154</box>
paragraph: Mr F. E. Lamb, treasurer, presented the balance-sheet. <box>198 592 366 612</box>
paragraph: Song.—"There Let Me Rest."—Fireman B. Guy. <box>198 1249 366 1269</box>
library-headline: TE KUITI PUBLIC LIBRARY. <box>210 49 354 61</box>
amusements-headline: AMUSEMENTS. <box>1137 791 1218 804</box>
paragraph: After the general meeting the committee held its meeting, when Mr Walsh was elected chairman for the ensuing term of office. <box>198 760 366 790</box>
paragraph: Mr Gadsby said, in respect to the item for weight-guessing, he noticed only £1 had been taken. This should have been something at least over £26 as there was still an amount of £71 owing. <box>377 267 545 318</box>
wool-paras <box>914 898 1082 951</box>
manure-subheading: HANDLING OF MANURE. <box>758 414 880 425</box>
paragraph: Mr Graham will sell by auction on 31st inst., at 1.30 p.m., nice five-roomed house close to town. Exceptionally low upset price. <box>19 417 187 447</box>
paragraph: At Westfield yards on Wednesday beef was yarded in full numbers, most being of good quality, for which last week's rates ruled. Inferior-fatted were lower. Best extra beef to 28s per 100lb others 25s to 26s 6d, cows and heifers from 22s to 26s, steers from £7 10s to £13 7s 6d, cows and heifers from £4 10s to £12 15s. A draft of 24 steers from Cambridge averaged £13 6s 6d. Calves yarded in average numbers, and sold well at lower rates. Heavy vealers sold at from £2 17s to £3 12s, medium weights 25s to £2 12s, others 12s 6d to 35s, sailer and fresh-dropped 3s 6d to 12s. Sheep were penned in full numbers, and competition was strong, up to keen, prices being easier. Best wethers sold at from 22s to 24s 6d, others 9s 6d to 13s, stores 5s 6d to 9s, heavy ewes 15s 6d to 21s, others 10s 6d to 14s 6d. Lambs yarded in average numbers. First quality sold at from 15s to 19s 6d, others 9s 3d to 13s, stores 5s 6d to 9s. Pigs yarded in full numbers, and sold at late rates. Baconers made from £3 to £3 14s, large porkers 35s to £2 13s, porkers 25s to 36s 6d, slips 10s to 23s, suckers 3s to 6s 6d. <box>914 519 1082 756</box>
railways-subheading: LIGHT RAILWAYS. <box>774 533 864 544</box>
royal-wedding-headline: THE ROYAL WEDDING. <box>1108 49 1247 63</box>
manure-paras <box>735 428 903 531</box>
paragraph: Berlin, Friday. <box>1101 182 1150 192</box>
paragraph: In the course of his journey through the backblocks on the East Coast, the Minister of Public Works mentioned that the Government would bring down a Local Government Bill either this or next session. Probably it would come down this year, but possibly would not be passed till next.—Press Association. <box>19 121 187 192</box>
association-continued-paras <box>556 45 724 508</box>
acquitted-subheading: ACQUITTED BY JURY. <box>1123 574 1232 585</box>
kiritehere-headline: KIRITEHERE-MOEATOA. <box>38 1177 168 1190</box>
paragraph: The chairman said he hoped a good representative meeting would be held. The business was important, and deeply affected the business people of the town. <box>914 429 1082 470</box>
divider <box>1103 540 1252 543</box>
lodge-subheading: LOYAL TE KUITI LODGE. <box>936 978 1060 989</box>
paragraph: The remit as amended was adopted with one dissenting voice. <box>735 869 903 890</box>
paragraph: The Rev. A. Armstrong will conduct services in the Presbyterian Church to-morrow, preaching at 11 a.m. on "The Decline of a Disciple," and at 7 p.m. "The Christianity of Christ." Mrs W. Cowan will render a solo at the evening service. <box>19 195 187 246</box>
paragraph: Section 8, block 2, 416 acres 0 roods 16 perches, Kawhia South, 30s per acre: Purchaser, Alfred Brown. <box>556 685 724 715</box>
mission-headline: HOME AND FOREIGN MISSION. <box>557 1123 723 1136</box>
paragraph: Mr Lethbridge raised the question of a one-day show as compared with a two-days' show. He proposed that the association revert to a one-day show. Mr Rolleston seconded the motion. <box>377 909 545 950</box>
paragraph: Pianoforte Solo.—Miss Nina Fleming. <box>206 1366 336 1376</box>
paragraph: Mr J. Boddie, Te Kuiti, moved, as an executive remit, "That this conference is of opinion that the only satisfactory solution of the problem of construction and maintenance of the main arterial roads is for the Government to undertake the work and suggests that part of the Crown land revenue should be made available for this purpose." <box>735 906 903 988</box>
paragraph: Resolved that the secretary and treasurer be members of the committee ex officio. <box>198 881 366 901</box>
populace-subheading: AN ENTHUSIASTIC POPULACE. <box>1100 316 1255 327</box>
paragraph: Duet.—"Life's Dream is O'er".—Miss Sheehan and Mrs Clark. <box>198 1403 366 1423</box>
paragraph: The concert in aid of the accident and general funds of the Te Kuiti Fire Brigade, held in the Town Hall Town Thursday evening was well attended. Mr R. M. Somerville, chairman of the Fire Prevention Committee, occupied the chair, and the function was under the patronage of the Mayor and members of the Borough Council. An excellent programme had been arranged, and the musical and vocal items and recitations were creditably rendered. Mr Lipscombe made a highly capable accompanist, and the secretarial duties were ably carried out by Mr P. H. Neatham. As a result of the concert the funds of the Brigade will benefit considerably. The Te Kuiti Brass Band kindly assisted by playing selections at the hall prior to the concert. Following is the programme:— <box>198 943 366 1117</box>
paragraph: Mr Justice Ridley, summing up, said the circumstances were horrible. There was no question of self-defence. Nathaniel was shot like a cat, but he would be very sorry to see a verdict of murder. He suggested the accused should be acquitted, or a verdict of manslaughter returned. <box>1093 716 1262 777</box>
paragraph: Comic Specialty.—Mr Ronald Harding. <box>206 1378 340 1388</box>
roads-paras <box>735 906 903 1161</box>
farmers-union-paras <box>735 77 903 128</box>
paragraph: Captain Colbeck moved, on behalf of the executive, "That this conference is of opinion that the land tax, as compared with the income tax, is acting very unfairly on the farming community, and that the system requires altering, so that there would be an equal burden on all capital, whether invested in land or any other class of investment." <box>735 699 903 770</box>
paragraph: The four sections disposed of by lease were as follows:— <box>556 861 724 882</box>
